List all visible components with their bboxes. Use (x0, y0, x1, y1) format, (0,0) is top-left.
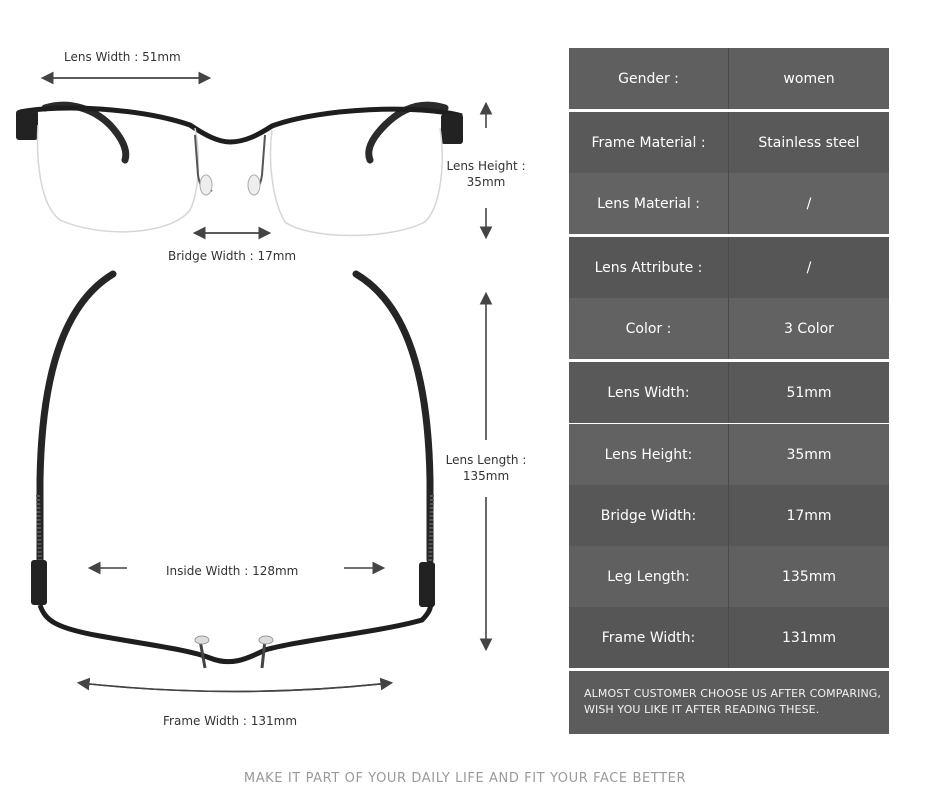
bridge-width-label: Bridge Width : 17mm (168, 249, 297, 263)
spec-value: 135mm (782, 568, 836, 585)
spec-label: Gender : (569, 48, 729, 109)
top-view-glasses (31, 274, 435, 668)
spec-row-gender (569, 48, 889, 109)
spec-label: Lens Height: (569, 424, 729, 485)
spec-label: Frame Width: (569, 607, 729, 668)
spec-row-lens-height (569, 424, 889, 485)
spec-value: 17mm (786, 507, 832, 524)
spec-label: Lens Width: (569, 362, 729, 423)
spec-value: 3 Color (784, 320, 834, 337)
spec-row-color (569, 298, 889, 359)
spec-row-leg-length (569, 546, 889, 607)
promo-note-line2: WISH YOU LIKE IT AFTER READING THESE. (584, 703, 820, 716)
divider (569, 234, 889, 236)
spec-label: Lens Attribute : (569, 237, 729, 298)
spec-label: Lens Material : (569, 173, 729, 234)
spec-value: / (806, 259, 812, 276)
spec-row-lens-material (569, 173, 889, 234)
divider (569, 359, 889, 361)
lens-length-label (440, 452, 532, 484)
frame-width-label: Frame Width : 131mm (163, 714, 298, 728)
spec-value: / (806, 195, 812, 212)
spec-value: Stainless steel (758, 134, 860, 151)
spec-value: 131mm (782, 629, 836, 646)
spec-label: Bridge Width: (569, 485, 729, 546)
lens-length-value: 135mm (462, 469, 510, 483)
spec-row-lens-attribute (569, 237, 889, 298)
front-view-glasses (16, 105, 463, 235)
lens-length-title: Lens Length : (445, 453, 527, 467)
spec-row-bridge-width (569, 485, 889, 546)
promo-note (569, 671, 889, 734)
spec-label: Color : (569, 298, 729, 359)
spec-label: Leg Length: (569, 546, 729, 607)
spec-value: 35mm (786, 446, 832, 463)
spec-value: 51mm (786, 384, 832, 401)
spec-row-frame-material (569, 112, 889, 173)
lens-height-label (440, 158, 532, 190)
promo-note-line1: ALMOST CUSTOMER CHOOSE US AFTER COMPARING, (584, 687, 881, 700)
spec-label: Frame Material : (569, 112, 729, 173)
divider (569, 109, 889, 111)
lens-height-title: Lens Height : (446, 159, 526, 173)
lens-height-value: 35mm (466, 175, 506, 189)
spec-value: women (783, 70, 835, 87)
footer-tagline: MAKE IT PART OF YOUR DAILY LIFE AND FIT YOUR FACE BETTER (243, 771, 687, 786)
inside-width-label: Inside Width : 128mm (166, 564, 299, 578)
spec-row-frame-width (569, 607, 889, 668)
spec-row-lens-width (569, 362, 889, 423)
lens-width-label: Lens Width : 51mm (64, 50, 181, 64)
